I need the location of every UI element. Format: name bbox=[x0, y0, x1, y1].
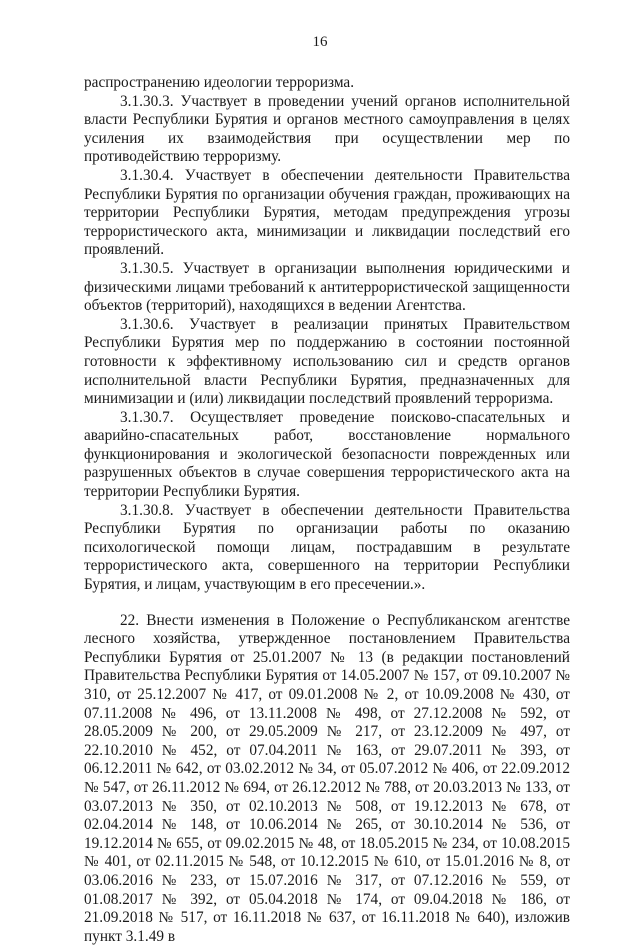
paragraph-continuation: распространению идеологии терроризма. bbox=[84, 74, 355, 91]
paragraph-3-1-30-6: 3.1.30.6. Участвует в реализации принятых Правительством Республики Бурятия мер по поддержанию в состоянии постоянной готовности к эффективному использованию сил и средств органов исполнительной власти Республики Бурятия, предназначенных для минимизации и (или) ликвидации последствий проявлений терроризма. bbox=[84, 315, 570, 408]
document-body bbox=[84, 74, 570, 946]
paragraph-item-22: 22. Внести изменения в Положение о Республиканском агентстве лесного хозяйства, утвержденное постановлением Правительства Республики Бурятия от 25.01.2007 № 13 (в редакции постановлений Правительства Республики Бурятия от 14.05.2007 № 157, от 09.10.2007 № 310, от 25.12.2007 № 417, от 09.01.2008 № 2, от 10.09.2008 № 430, от 07.11.2008 № 496, от 13.11.2008 № 498, от 27.12.2008 № 592, от 28.05.2009 № 200, от 29.05.2009 № 217, от 23.12.2009 № 497, от 22.10.2010 № 452, от 07.04.2011 № 163, от 29.07.2011 № 393, от 06.12.2011 № 642, от 03.02.2012 № 34, от 05.07.2012 № 406, от 22.09.2012 № 547, от 26.11.2012 № 694, от 26.12.2012 № 788, от 20.03.2013 № 133, от 03.07.2013 № 350, от 02.10.2013 № 508, от 19.12.2013 № 678, от 02.04.2014 № 148, от 10.06.2014 № 265, от 30.10.2014 № 536, от 19.12.2014 № 655, от 09.02.2015 № 48, от 18.05.2015 № 234, от 10.08.2015 № 401, от 02.11.2015 № 548, от 10.12.2015 № 610, от 15.01.2016 № 8, от 03.06.2016 № 233, от 15.07.2016 № 317, от 07.12.2016 № 559, от 01.08.2017 № 392, от 05.04.2018 № 174, от 09.04.2018 № 186, от 21.09.2018 № 517, от 16.11.2018 № 637, от 16.11.2018 № 640), изложив пункт 3.1.49 в bbox=[84, 611, 570, 945]
paragraph-gap bbox=[84, 595, 570, 612]
paragraph-3-1-30-7: 3.1.30.7. Осуществляет проведение поисково-спасательных и аварийно-спасательных работ, восстановление нормального функционирования и экологической безопасности поврежденных или разрушенных объектов в случае совершения террористического акта на территории Республики Бурятия. bbox=[84, 408, 570, 501]
paragraph-3-1-30-5: 3.1.30.5. Участвует в организации выполнения юридическими и физическими лицами требований к антитеррористической защищенности объектов (территорий), находящихся в ведении Агентства. bbox=[84, 259, 570, 315]
page-number: 16 bbox=[312, 34, 328, 50]
paragraph-3-1-30-8: 3.1.30.8. Участвует в обеспечении деятельности Правительства Республики Бурятия по организации работы по оказанию психологической помощи лицам, пострадавшим в результате террористического акта, совершенного на территории Республики Бурятия, и лицам, участвующим в его пресечении.». bbox=[84, 501, 570, 594]
paragraph-3-1-30-4: 3.1.30.4. Участвует в обеспечении деятельности Правительства Республики Бурятия по организации обучения граждан, проживающих на территории Республики Бурятия, методам предупреждения угрозы террористического акта, минимизации и ликвидации последствий его проявлений. bbox=[84, 166, 570, 259]
paragraph-3-1-30-3: 3.1.30.3. Участвует в проведении учений органов исполнительной власти Республики Бурятия и органов местного самоуправления в целях усиления их взаимодействия при осуществлении мер по противодействию терроризму. bbox=[84, 92, 570, 166]
